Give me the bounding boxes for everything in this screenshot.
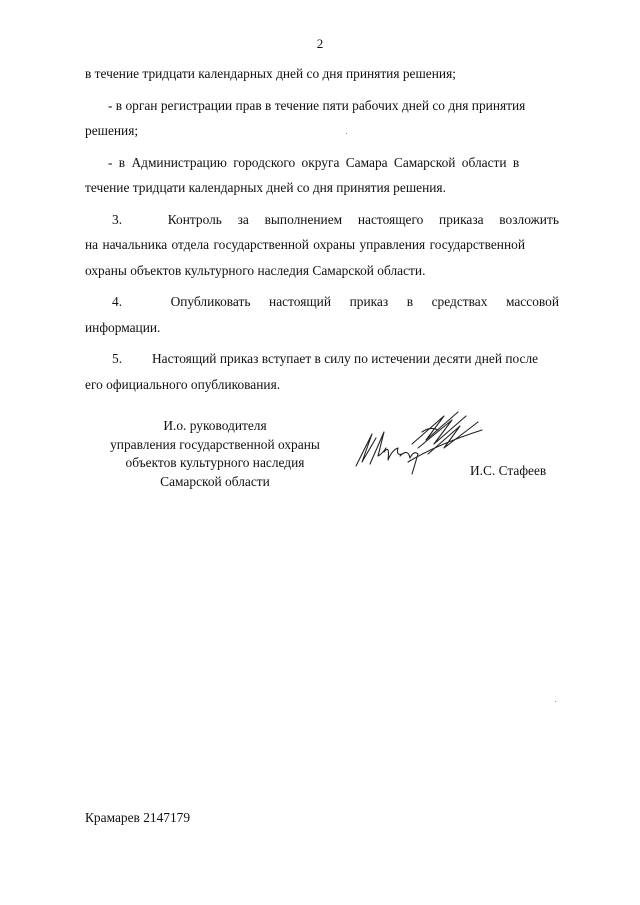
item-5 bbox=[85, 346, 559, 397]
paragraph-registration-body bbox=[85, 93, 559, 144]
registration-text-2: решения; bbox=[85, 123, 139, 138]
item-4-first-line bbox=[85, 289, 559, 315]
item-4-word: в bbox=[406, 294, 414, 309]
signatory-title bbox=[90, 417, 340, 491]
item-3-word: возложить bbox=[499, 211, 559, 227]
item-4-word: средствах bbox=[431, 294, 488, 309]
item-4-word: настоящий bbox=[269, 294, 332, 309]
item-3-first-line bbox=[85, 207, 559, 233]
document-body bbox=[85, 61, 559, 403]
item-4-number: 4. bbox=[112, 294, 123, 309]
signatory-title-line: управления государственной охраны bbox=[110, 436, 320, 452]
administration-text-1: - в Администрацию городского округа Самара Самарской области в bbox=[108, 154, 520, 170]
paragraph-administration bbox=[85, 150, 559, 201]
item-3-word: настоящего bbox=[357, 211, 424, 227]
item-3-line-3: охраны объектов культурного наследия Самарской области. bbox=[85, 262, 426, 278]
item-4-word: приказ bbox=[349, 294, 389, 309]
scan-speck bbox=[555, 701, 556, 702]
item-5-text-1: Настоящий приказ вступает в силу по истечении десяти дней после bbox=[152, 351, 539, 366]
item-3 bbox=[85, 207, 559, 284]
item-5-first-line bbox=[85, 346, 559, 372]
item-4 bbox=[85, 289, 559, 340]
item-4-word: массовой bbox=[505, 294, 559, 309]
registration-text-1: - в орган регистрации прав в течение пяти рабочих дней со дня принятия bbox=[108, 97, 526, 113]
item-5-line-2: его официального опубликования. bbox=[85, 376, 281, 392]
signer-name: И.С. Стафеев bbox=[470, 463, 547, 478]
item-5-number: 5. bbox=[112, 351, 123, 366]
administration-text-2: течение тридцати календарных дней со дня принятия решения. bbox=[85, 180, 446, 195]
item-3-line-2: на начальника отдела государственной охраны управления государственной bbox=[85, 237, 525, 252]
registration-line-1 bbox=[85, 93, 559, 119]
item-3-word: за bbox=[237, 211, 249, 227]
page-number: 2 bbox=[316, 36, 324, 51]
item-4-word: Опубликовать bbox=[170, 294, 251, 309]
item-3-word: Контроль bbox=[167, 211, 222, 227]
item-3-word: приказа bbox=[439, 211, 484, 227]
signatory-title-line: Самарской области bbox=[160, 473, 270, 489]
paragraph-continuation: в течение тридцати календарных дней со дня принятия решения; bbox=[85, 66, 456, 81]
item-4-line-2: информации. bbox=[85, 319, 161, 335]
signatory-title-line: объектов культурного наследия bbox=[125, 455, 305, 470]
item-3-word: выполнением bbox=[264, 211, 343, 227]
scan-speck bbox=[346, 133, 347, 134]
signatory-title-line: И.о. руководителя bbox=[163, 418, 267, 433]
executor-note: Крамарев 2147179 bbox=[85, 810, 191, 825]
item-3-number: 3. bbox=[112, 211, 123, 227]
